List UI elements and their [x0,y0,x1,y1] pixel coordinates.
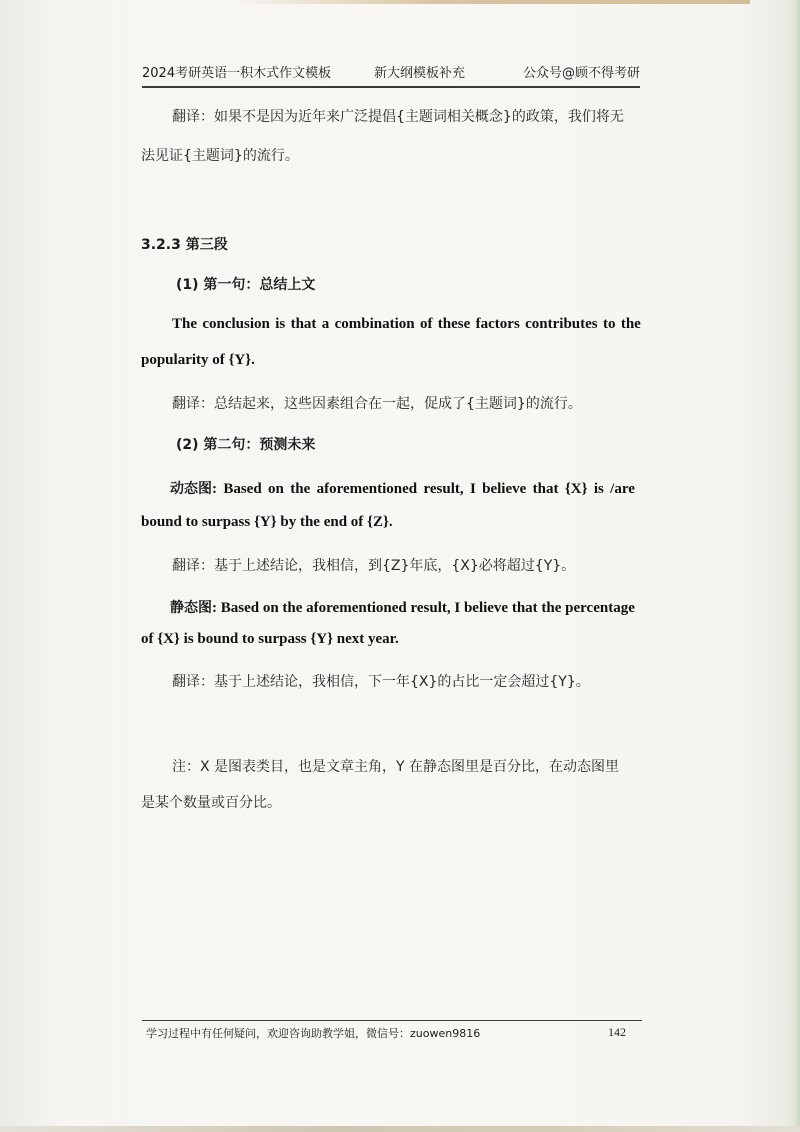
footer-rule [142,1020,642,1021]
translation-line: 翻译：总结起来，这些因素组合在一起，促成了{主题词}的流行。 [172,396,582,412]
header-rule [142,86,640,88]
english-sentence-line: popularity of {Y}. [141,352,255,368]
dynamic-chart-sentence [170,478,635,498]
english-sentence-line: of {X} is bound to surpass {Y} next year. [141,631,399,647]
subsection-heading-2: (2) 第二句：预测未来 [176,437,316,453]
note-line: 是某个数量或百分比。 [141,795,281,811]
translation-line: 法见证{主题词}的流行。 [141,148,299,164]
translation-line: 翻译：基于上述结论，我相信，下一年{X}的占比一定会超过{Y}。 [172,674,590,690]
header-subtitle: 新大纲模板补充 [374,66,466,81]
english-sentence-line: : Based on the aforementioned result, I believe that the percentage [212,600,635,616]
subsection-heading-1: (1) 第一句：总结上文 [176,277,316,293]
page-number: 142 [608,1025,626,1039]
section-heading: 3.2.3 第三段 [141,237,228,253]
dynamic-chart-label: 动态图 [170,481,212,497]
page-bottom-edge [0,1126,800,1132]
translation-line: 翻译：如果不是因为近年来广泛提倡{主题词相关概念}的政策，我们将无 [172,109,624,125]
page-top-edge [230,0,750,4]
header-account: 公众号@顾不得考研 [522,66,640,81]
static-chart-sentence [170,597,635,617]
running-header [142,62,640,84]
english-sentence-line: : Based on the aforementioned result, I believe that {X} is /are [212,481,635,497]
header-title: 2024考研英语一积木式作文模板 [142,66,332,81]
english-sentence-line: The conclusion is that a combination of these factors contributes to the [172,316,641,332]
note-line: 注：X 是图表类目，也是文章主角，Y 在静态图里是百分比，在动态图里 [172,759,620,775]
english-sentence-line: bound to surpass {Y} by the end of {Z}. [141,514,393,530]
translation-line: 翻译：基于上述结论，我相信，到{Z}年底，{X}必将超过{Y}。 [172,558,576,574]
footer-contact: 学习过程中有任何疑问，欢迎咨询助教学姐，微信号：zuowen9816 [146,1027,481,1040]
static-chart-label: 静态图 [170,600,212,616]
page-right-edge [788,0,800,1132]
